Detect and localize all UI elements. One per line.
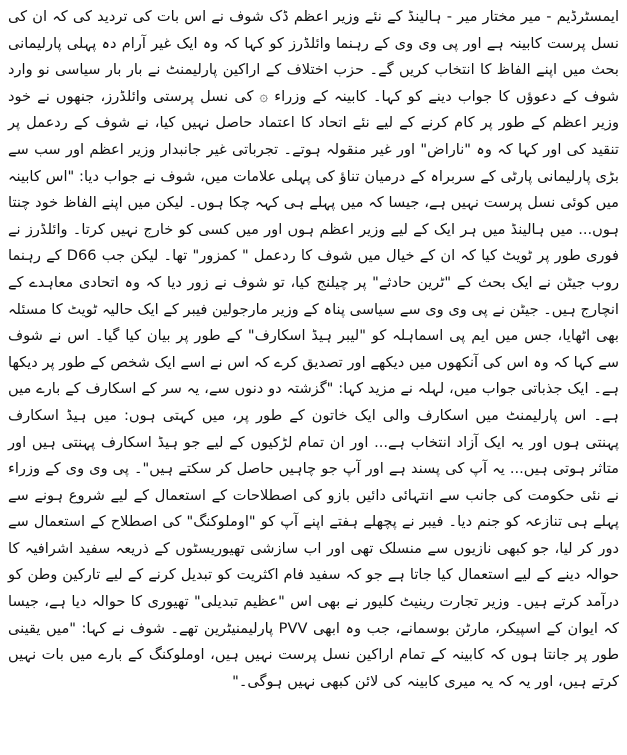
article-body: ایمسٹرڈیم - میر مختار میر - ہالینڈ کے نئے وزیر اعظم ڈک شوف نے اس بات کی تردید کی کہ ان کی نسل پرست کابینہ ہے اور پی وی وی کے رہنما وائلڈرز کو کہا کہ وہ ایک غیر آرام دہ پہلی پارلیمانی بحث میں اپنے الفاظ کا انتخاب کریں گے۔ حزب اختلاف کے اراکین پارلیمنٹ نے بار بار سیاسی نو وارد شوف کے دعوؤں کا جواب دینے کو کہا۔ کابینہ کے وزراء ۞ کی نسل پرستی وائلڈرز، جنھوں نے خود وزیر اعظم کے طور پر کام کرنے کے لیے نئے اتحاد کا اعتماد حاصل نہیں کیا، نے شوف کے ردعمل پر تنقید کی اور کہا کہ وہ "ناراض" اور غیر منقولہ ہوتے۔ تجرباتی غیر جانبدار وزیر اعظم اور سب سے بڑی پارلیمانی پارٹی کے سربراہ کے درمیان تناؤ کی پہلی علامات میں، شوف نے جواب دیا: "اس کابینہ میں کوئی نسل پرست نہیں ہے، جیسا کہ میں پہلے ہی کہہ چکا ہوں۔ لیکن میں اپنے الفاظ خود چنتا ہوں... میں ہالینڈ میں ہر ایک کے لیے وزیر اعظم ہوں اور میں کسی کو خارج نہیں کرتا۔ وائلڈرز نے فوری طور پر ٹویٹ کیا کہ ان کے خیال میں شوف کا ردعمل " کمزور" تھا۔ لیکن جب D66 کے رہنما روب جیٹن نے ایک بحث کے "ٹرین حادثے" پر چیلنج کیا، تو شوف نے زور دیا کہ وہ اتحادی معاہدے کے انچارج ہیں۔ جیٹن نے پی وی وی سے سیاسی پناہ کے وزیر مارجولین فیبر کے ایک حالیہ ٹویٹ کا مسئلہ بھی اٹھایا، جس میں ایم پی اسماہلہ کو "لیبر ہیڈ اسکارف" کے طور پر بیان کیا گیا۔ اس نے شوف سے کہا کہ وہ اس کی آنکھوں میں دیکھے اور تصدیق کرے کہ اس نے اسے ایک شخص کے طور پر دیکھا ہے۔ ایک جذباتی جواب میں، لہلہ نے مزید کہا: "گزشتہ دو دنوں سے، یہ سر کے اسکارف کے بارے میں ہے۔ اس پارلیمنٹ میں اسکارف والی ایک خاتون کے طور پر، میں کہتی ہوں: میں ہیڈ اسکارف پہنتی ہوں اور یہ ایک آزاد انتخاب ہے... اور ان تمام لڑکیوں کے لیے جو ہیڈ اسکارف پہنتی ہیں اور متاثر ہوتی ہیں... یہ آپ کی پسند ہے اور آپ جو چاہیں حاصل کر سکتے ہیں"۔ پی وی وی کے وزراء نے نئی حکومت کی جانب سے انتہائی دائیں بازو کی اصطلاحات کے استعمال کے لیے شروع ہونے سے پہلے ہی تنازعہ کو جنم دیا۔ فیبر نے پچھلے ہفتے اپنے آپ کو "اوملوکنگ" کی اصطلاح کے استعمال سے دور کر لیا، جو کبھی نازیوں سے منسلک تھی اور اب سازشی تھیوریسٹوں کے ذریعہ سفید اشرافیہ کا حوالہ دینے کے لیے استعمال کیا جاتا ہے جو کہ سفید فام اکثریت کو تبدیل کرنے کے لیے تارکین وطن کو درآمد کرتے ہیں۔ وزیر تجارت رینیٹ کلیور نے بھی اس "عظیم تبدیلی" تھیوری کا حوالہ دیا ہے، جیسا کہ ایوان کے اسپیکر، مارٹن بوسمانے، جب وہ ابھی PVV پارلیمنیٹرین تھے۔ شوف نے کہا: "میں یقینی طور پر جانتا ہوں کہ کابینہ کے تمام اراکین نسل پرست نہیں ہیں، اوملوکنگ کے بارے میں بات نہیں کرتے ہیں، اور یہ کہ یہ میری کابینہ کی لائن کبھی نہیں ہوگی۔": [8, 8, 619, 690]
